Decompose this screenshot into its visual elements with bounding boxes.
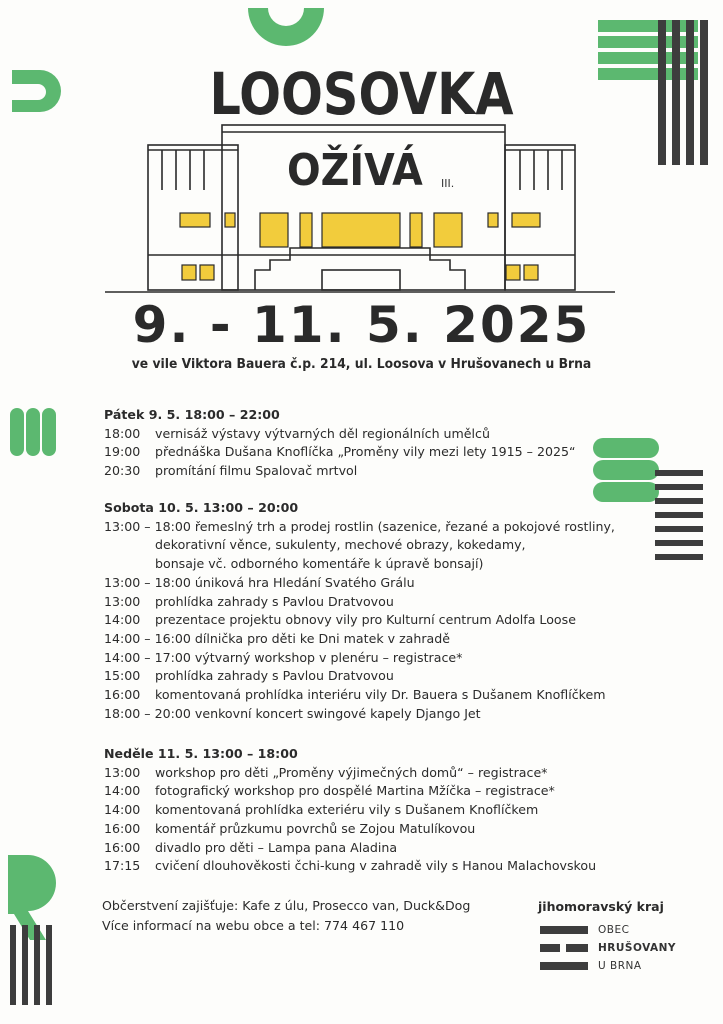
list-item — [104, 593, 615, 612]
item-text: vernisáž výstavy výtvarných děl regionálních umělců — [155, 425, 490, 441]
refreshments-text: Občerstvení zajišťuje: Kafe z úlu, Prosecco van, Duck&Dog — [102, 898, 471, 913]
region-logo-text: jihomoravský kraj — [538, 899, 664, 914]
item-time: 13:00 — [104, 593, 141, 609]
item-text: přednáška Dušana Knoflíčka „Proměny vily mezi lety 1915 – 2025“ — [155, 444, 576, 460]
list-item: 18:00 – 20:00 venkovní koncert swingové kapely Django Jet — [104, 705, 481, 721]
item-time: 19:00 — [104, 444, 141, 460]
item-time: 16:00 — [104, 820, 141, 836]
list-item — [104, 443, 576, 462]
item-text: komentovaná prohlídka interiéru vily Dr. Bauera s Dušanem Knoflíčkem — [155, 687, 606, 703]
item-time: 20:30 — [104, 463, 141, 479]
list-item — [104, 782, 596, 801]
item-text: komentář průzkumu povrchů se Zojou Matulíkovou — [155, 820, 476, 836]
title-line-2: OŽÍVÁ — [287, 145, 423, 196]
list-item — [104, 425, 576, 444]
item-time: 15:00 — [104, 668, 141, 684]
item-text: komentovaná prohlídka exteriéru vily s Dušanem Knoflíčkem — [155, 802, 539, 818]
item-text: promítání filmu Spalovač mrtvol — [155, 463, 358, 479]
item-time: 14:00 — [104, 783, 141, 799]
day-heading: Sobota 10. 5. 13:00 – 20:00 — [104, 500, 299, 515]
item-text: workshop pro děti „Proměny výjimečných domů“ – registrace* — [155, 764, 548, 780]
logo-line-2: HRUŠOVANY — [598, 942, 677, 954]
list-item: 13:00 – 18:00 úniková hra Hledání Svatého Grálu — [104, 574, 415, 590]
day-heading: Neděle 11. 5. 13:00 – 18:00 — [104, 746, 298, 761]
green-arc-top — [248, 8, 324, 46]
edition-label: III. — [441, 177, 455, 190]
day-heading: Pátek 9. 5. 18:00 – 22:00 — [104, 407, 280, 422]
program-day-friday — [104, 406, 576, 481]
list-item: dekorativní věnce, sukulenty, mechové obrazy, kokedamy, — [155, 537, 526, 553]
list-item — [104, 801, 596, 820]
logo-line-3: U BRNA — [598, 960, 642, 972]
title-line-1: LOOSOVKA — [209, 60, 514, 128]
event-dates: 9. - 11. 5. 2025 — [132, 296, 591, 354]
municipality-logo — [598, 921, 676, 975]
contact-text: Více informací na webu obce a tel: 774 467 110 — [102, 918, 405, 933]
item-time: 14:00 — [104, 612, 141, 628]
item-text: prezentace projektu obnovy vily pro Kulturní centrum Adolfa Loose — [155, 612, 576, 628]
program-day-saturday — [104, 499, 615, 723]
list-item: bonsaje vč. odborného komentáře k úpravě bonsají) — [155, 556, 484, 572]
item-text: fotografický workshop pro dospělé Martina Mžíčka – registrace* — [155, 783, 555, 799]
item-time: 13:00 — [104, 764, 141, 780]
footer-info — [102, 896, 470, 936]
green-rounded-left — [10, 408, 56, 456]
item-time: 16:00 — [104, 839, 141, 855]
list-item — [104, 820, 596, 839]
list-item — [104, 462, 576, 481]
item-text: divadlo pro děti – Lampa pana Aladina — [155, 839, 398, 855]
list-item: 14:00 – 16:00 dílnička pro děti ke Dni matek v zahradě — [104, 630, 451, 646]
program-day-sunday — [104, 745, 596, 876]
list-item — [104, 686, 615, 705]
list-item — [104, 839, 596, 858]
item-time: 14:00 — [104, 802, 141, 818]
list-item: 13:00 – 18:00 řemeslný trh a prodej rostlin (sazenice, řezané a pokojové rostliny, — [104, 518, 615, 534]
logo-line-1: OBEC — [598, 924, 630, 936]
list-item — [104, 667, 615, 686]
item-time: 17:15 — [104, 858, 141, 874]
item-text: cvičení dlouhověkosti čchi-kung v zahradě vily s Hanou Malachovskou — [155, 858, 597, 874]
event-venue: ve vile Viktora Bauera č.p. 214, ul. Loosova v Hrušovanech u Brna — [131, 357, 592, 372]
list-item: 14:00 – 17:00 výtvarný workshop v plenéru – registrace* — [104, 649, 463, 665]
list-item — [104, 764, 596, 783]
list-item — [104, 611, 615, 630]
item-text: prohlídka zahrady s Pavlou Dratvovou — [155, 668, 394, 684]
item-text: prohlídka zahrady s Pavlou Dratvovou — [155, 593, 394, 609]
item-time: 18:00 — [104, 425, 141, 441]
obec-logo-stripes — [540, 926, 588, 970]
list-item — [104, 857, 596, 876]
item-time: 16:00 — [104, 687, 141, 703]
